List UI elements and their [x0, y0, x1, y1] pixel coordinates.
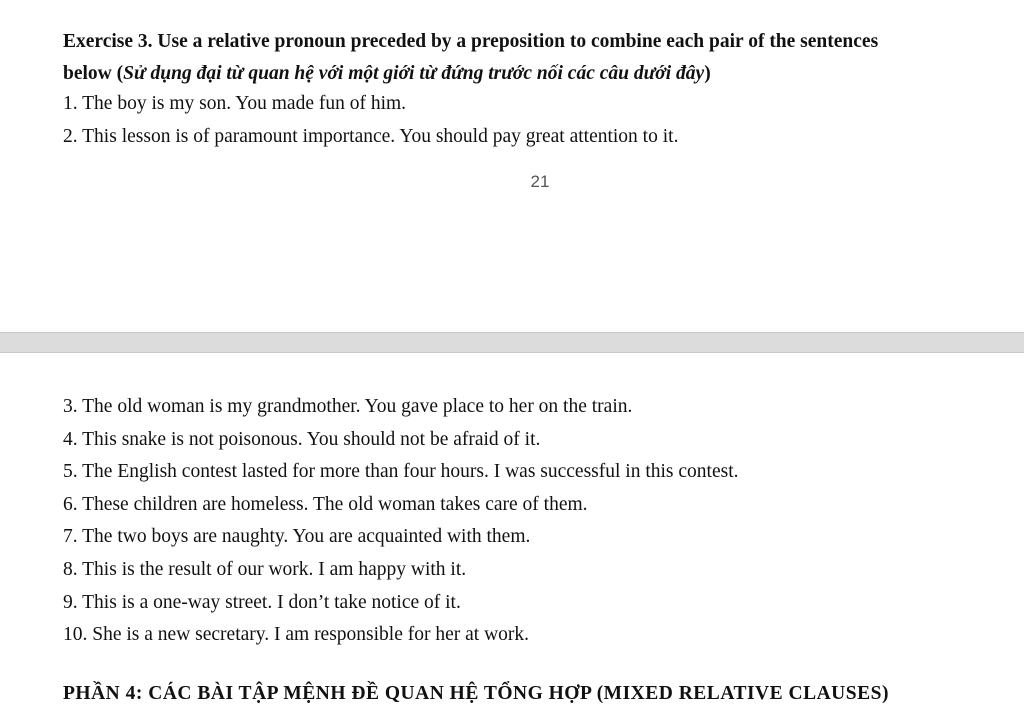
exercise-item: 2. This lesson is of paramount importance. You should pay great attention to it.	[63, 125, 679, 147]
page-separator	[0, 332, 1024, 353]
exercise-item: 4. This snake is not poisonous. You should not be afraid of it.	[63, 428, 541, 450]
exercise-item: 6. These children are homeless. The old woman takes care of them.	[63, 493, 588, 515]
exercise-instruction	[63, 58, 1018, 90]
page-number: 21	[530, 172, 550, 191]
vietnamese-instruction: Sử dụng đại từ quan hệ với một giới từ đứng trước nối các câu dưới đây	[123, 63, 705, 84]
exercise-item: 8. This is the result of our work. I am happy with it.	[63, 558, 467, 580]
page-upper	[0, 0, 1024, 332]
instruction-prefix: below (	[63, 63, 124, 84]
next-section-heading: PHẦN 4: CÁC BÀI TẬP MỆNH ĐỀ QUAN HỆ TỔNG HỢP (MIXED RELATIVE CLAUSES)	[63, 683, 889, 704]
exercise-list-page2	[63, 391, 739, 652]
exercise-item: 1. The boy is my son. You made fun of him.	[63, 93, 407, 114]
exercise-heading	[63, 26, 1018, 90]
exercise-item: 10. She is a new secretary. I am responsible for her at work.	[63, 624, 530, 646]
exercise-item: 5. The English contest lasted for more than four hours. I was successful in this contest.	[63, 461, 739, 483]
exercise-title: Exercise 3. Use a relative pronoun preceded by a preposition to combine each pair of the sentences	[63, 31, 879, 52]
instruction-suffix: )	[704, 63, 711, 84]
exercise-item: 3. The old woman is my grandmother. You gave place to her on the train.	[63, 396, 633, 417]
exercise-item: 9. This is a one-way street. I don’t take notice of it.	[63, 591, 461, 613]
exercise-list-page1	[63, 88, 678, 153]
exercise-item: 7. The two boys are naughty. You are acquainted with them.	[63, 526, 531, 548]
